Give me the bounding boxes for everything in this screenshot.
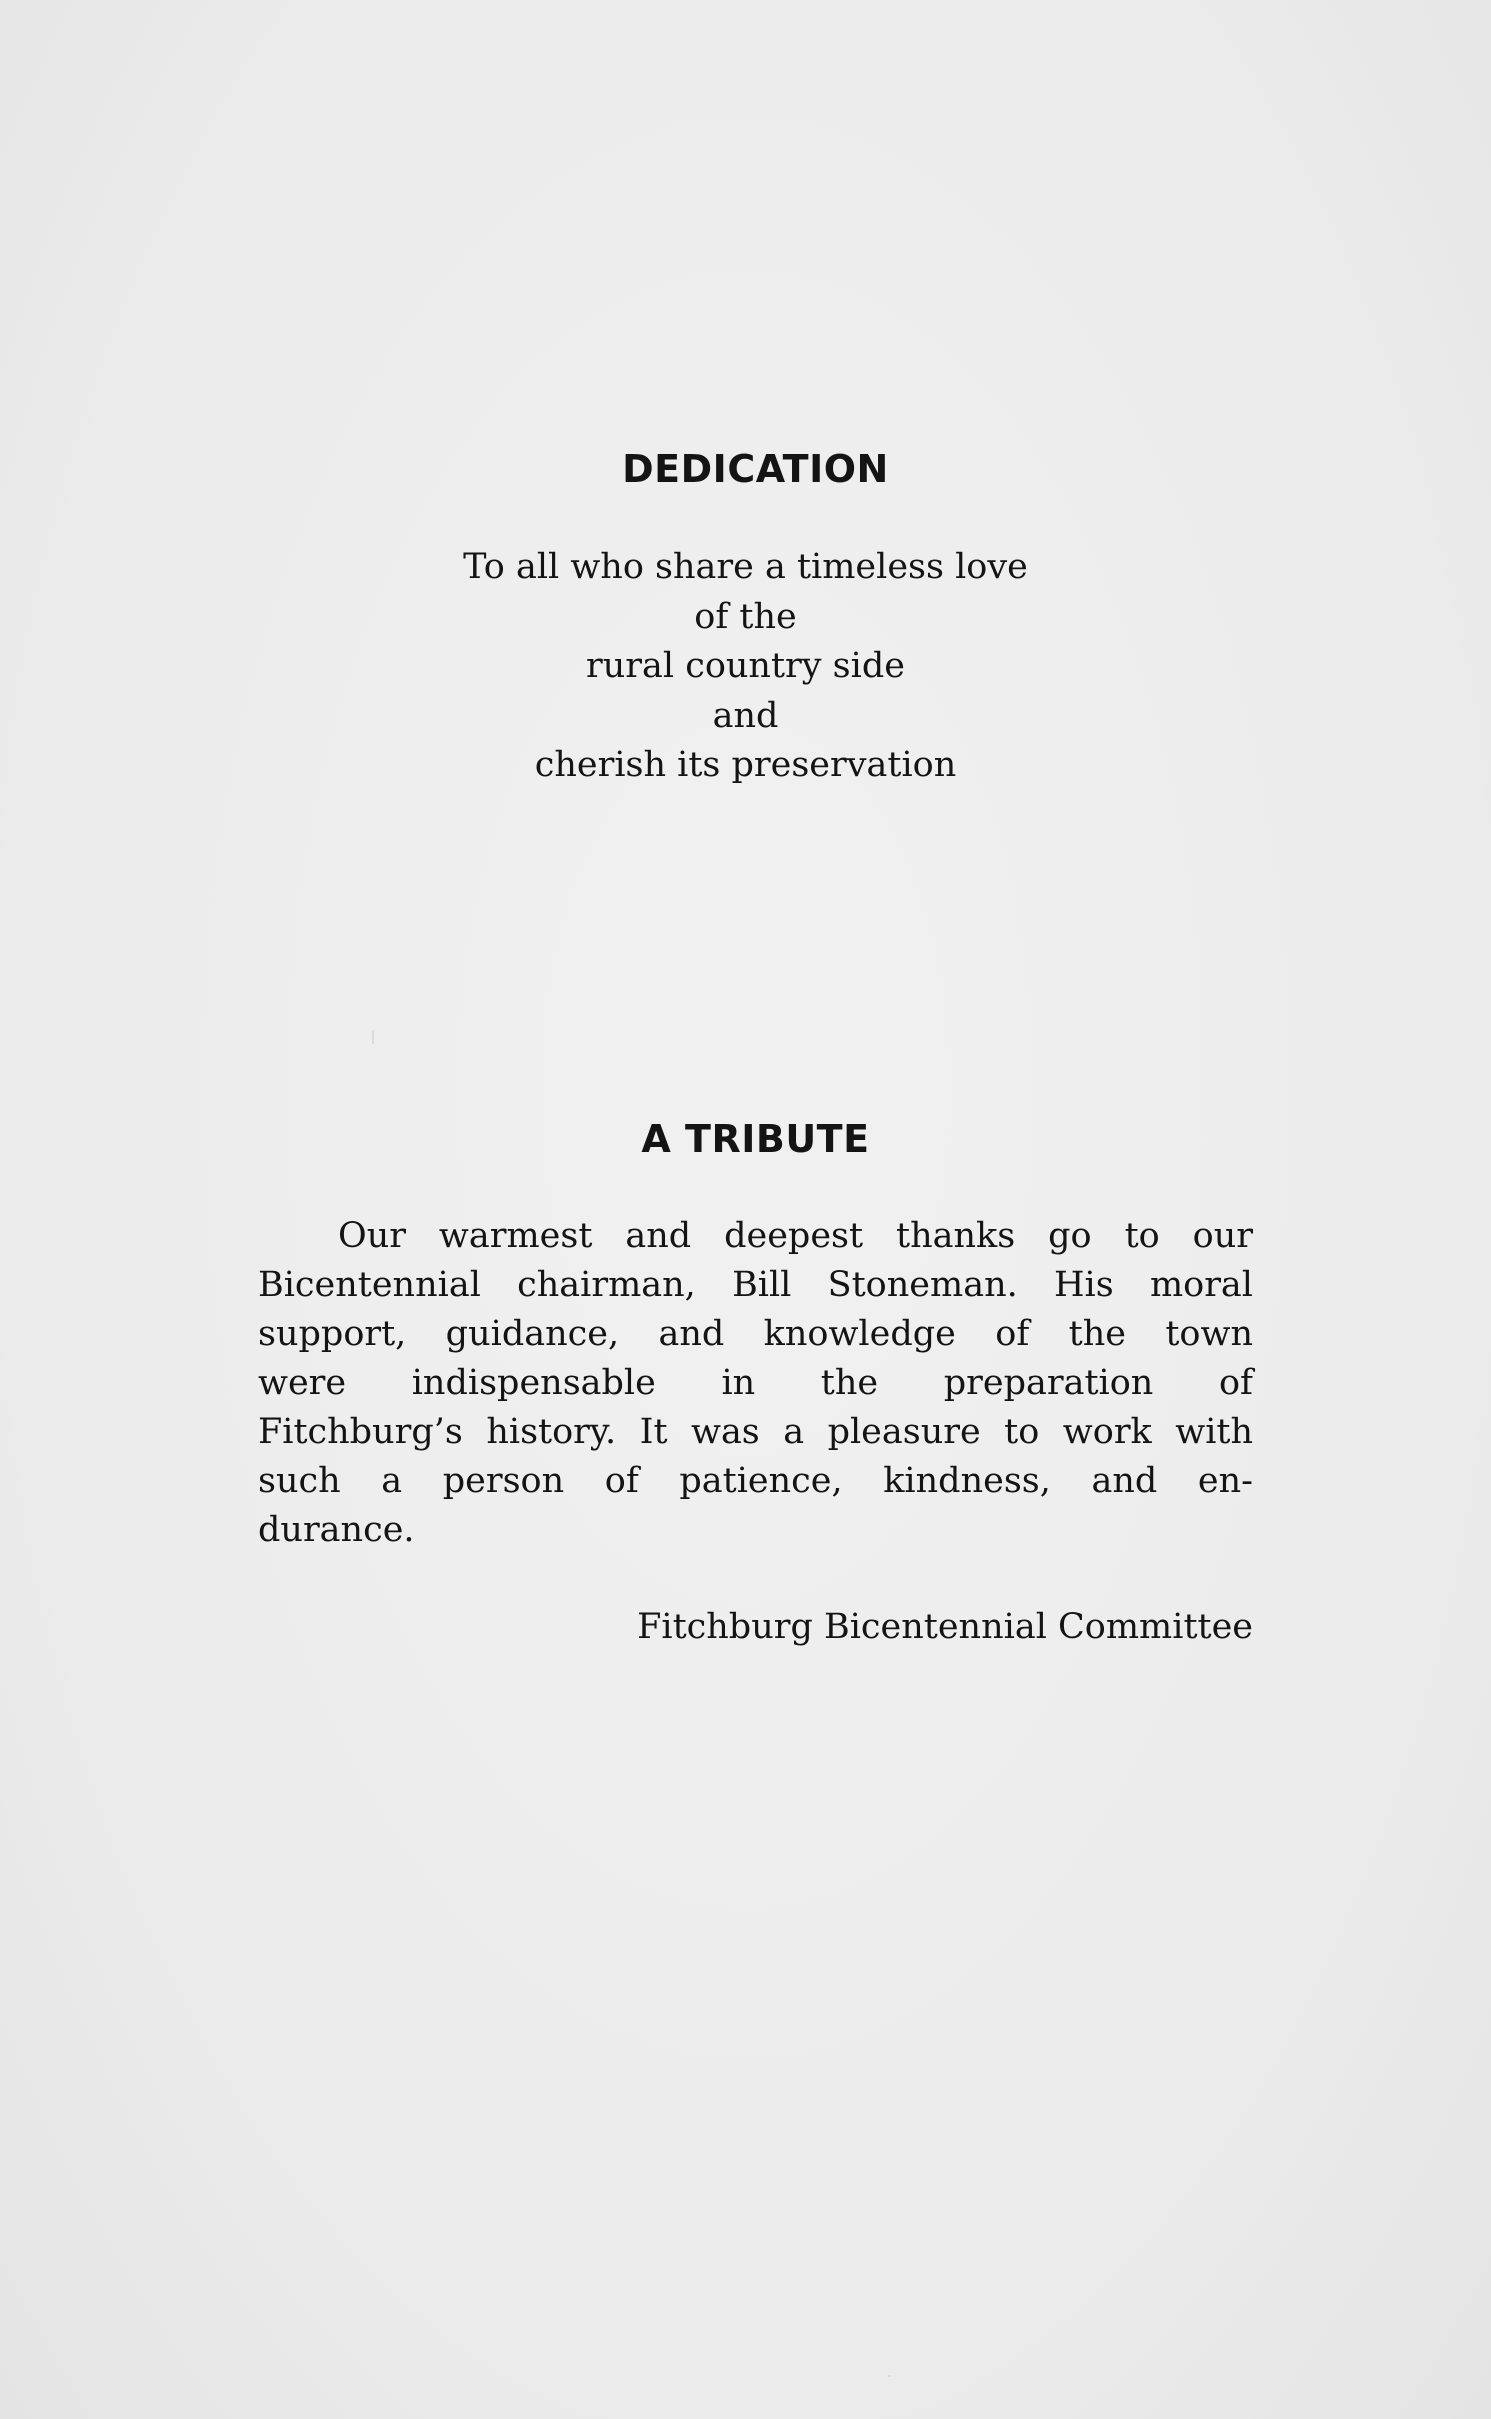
tribute-paragraph	[258, 1212, 1253, 1555]
dedication-heading: DEDICATION	[622, 447, 889, 491]
scan-speck	[888, 2375, 891, 2377]
tribute-line: support, guidance, and knowledge of the town	[258, 1314, 1253, 1354]
tribute-signature: Fitchburg Bicentennial Committee	[637, 1607, 1253, 1647]
dedication-line: rural country side	[586, 646, 905, 686]
dedication-line: and	[712, 695, 779, 736]
tribute-line: were indispensable in the preparation of	[258, 1363, 1253, 1403]
scan-speck	[372, 1030, 374, 1044]
tribute-line: Fitchburg’s history. It was a pleasure to work with	[258, 1412, 1253, 1452]
tribute-line: such a person of patience, kindness, and en-	[258, 1461, 1253, 1501]
dedication-line: of the	[694, 596, 797, 637]
tribute-line: durance.	[258, 1510, 415, 1550]
tribute-heading: A TRIBUTE	[641, 1117, 870, 1161]
dedication-text	[0, 543, 1491, 791]
dedication-line: To all who share a timeless love	[463, 547, 1028, 587]
tribute-line: Bicentennial chairman, Bill Stoneman. His moral	[258, 1265, 1253, 1305]
dedication-line: cherish its preservation	[534, 745, 957, 785]
tribute-line: Our warmest and deepest thanks go to our	[338, 1216, 1253, 1256]
